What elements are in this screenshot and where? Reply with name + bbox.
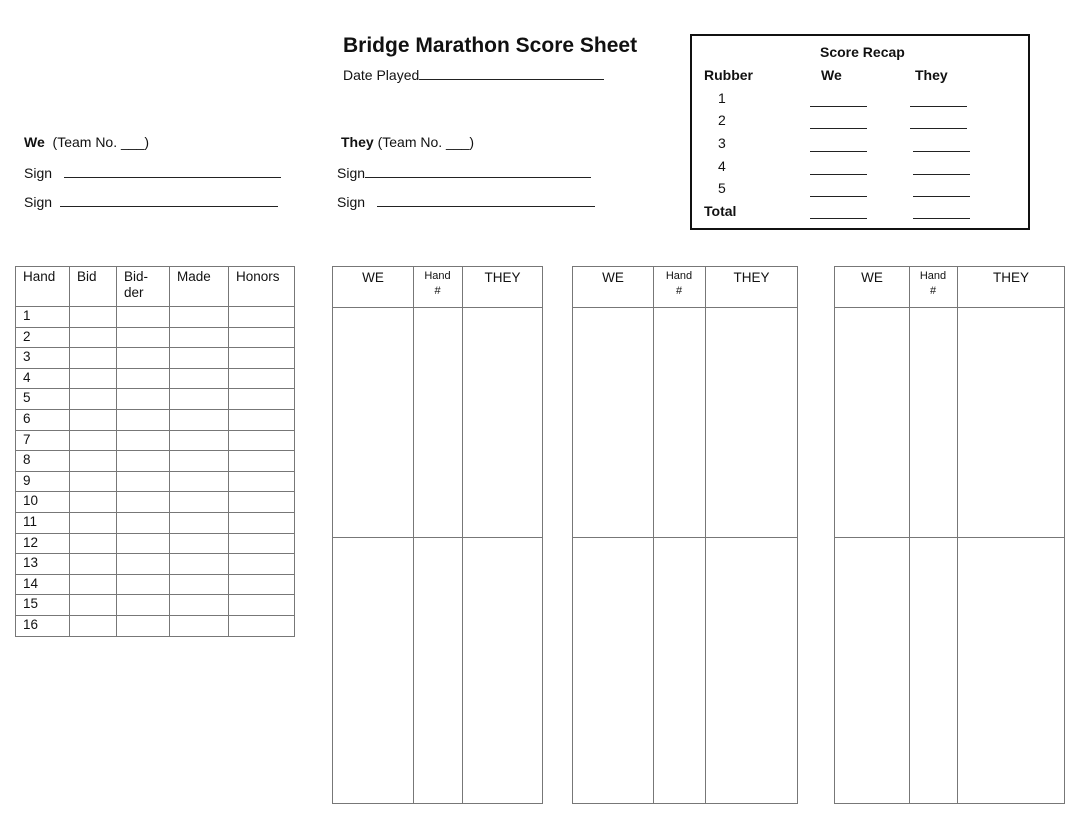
honors-cell[interactable] bbox=[229, 430, 295, 451]
honors-cell[interactable] bbox=[229, 554, 295, 575]
sign-label: Sign bbox=[337, 165, 366, 181]
table-row bbox=[16, 307, 295, 328]
hand-number: 3 bbox=[16, 348, 70, 369]
bidder-cell[interactable] bbox=[117, 430, 170, 451]
bidder-cell[interactable] bbox=[117, 471, 170, 492]
sign-label: Sign bbox=[24, 165, 53, 181]
header-bid: Bid bbox=[70, 267, 117, 307]
table-row bbox=[16, 595, 295, 616]
table-row bbox=[16, 492, 295, 513]
bidder-cell[interactable] bbox=[117, 574, 170, 595]
score-grid-1 bbox=[332, 266, 543, 804]
recap-they-4-field[interactable] bbox=[913, 174, 970, 175]
we-team-row bbox=[24, 134, 149, 150]
made-cell[interactable] bbox=[170, 368, 229, 389]
recap-they-5-field[interactable] bbox=[913, 196, 970, 197]
we-team-label: We bbox=[24, 134, 45, 150]
made-cell[interactable] bbox=[170, 595, 229, 616]
score-grid-2 bbox=[572, 266, 798, 804]
recap-we-1-field[interactable] bbox=[810, 106, 867, 107]
recap-col-they: They bbox=[915, 67, 948, 83]
bid-cell[interactable] bbox=[70, 348, 117, 369]
bid-cell[interactable] bbox=[70, 327, 117, 348]
bid-cell[interactable] bbox=[70, 554, 117, 575]
header-bidder: Bid- der bbox=[117, 267, 170, 307]
date-played-label: Date Played bbox=[343, 67, 420, 83]
bid-cell[interactable] bbox=[70, 389, 117, 410]
made-cell[interactable] bbox=[170, 471, 229, 492]
honors-cell[interactable] bbox=[229, 307, 295, 328]
honors-cell[interactable] bbox=[229, 389, 295, 410]
header-hand: Hand bbox=[16, 267, 70, 307]
recap-they-2-field[interactable] bbox=[910, 128, 967, 129]
made-cell[interactable] bbox=[170, 574, 229, 595]
recap-rubber-1: 1 bbox=[718, 90, 726, 106]
date-played-row bbox=[343, 66, 604, 83]
bidder-cell[interactable] bbox=[117, 389, 170, 410]
grid-2-they-header: THEY bbox=[733, 270, 770, 285]
score-recap-box bbox=[690, 34, 1030, 230]
table-row bbox=[16, 430, 295, 451]
honors-cell[interactable] bbox=[229, 368, 295, 389]
grid-3-we-header: WE bbox=[861, 270, 883, 285]
recap-rubber-5: 5 bbox=[718, 180, 726, 196]
honors-cell[interactable] bbox=[229, 451, 295, 472]
hand-number: 13 bbox=[16, 554, 70, 575]
header-made: Made bbox=[170, 267, 229, 307]
table-row bbox=[16, 389, 295, 410]
honors-cell[interactable] bbox=[229, 409, 295, 430]
recap-we-5-field[interactable] bbox=[810, 196, 867, 197]
grid-2-we-header: WE bbox=[602, 270, 624, 285]
hand-number: 6 bbox=[16, 409, 70, 430]
we-team-number: (Team No. ___) bbox=[52, 134, 150, 150]
hand-number: 16 bbox=[16, 615, 70, 636]
hand-number: 7 bbox=[16, 430, 70, 451]
hand-number: 8 bbox=[16, 451, 70, 472]
recap-we-total-field[interactable] bbox=[810, 218, 867, 219]
made-cell[interactable] bbox=[170, 451, 229, 472]
hand-number: 1 bbox=[16, 307, 70, 328]
hand-number: 15 bbox=[16, 595, 70, 616]
recap-title: Score Recap bbox=[820, 44, 905, 60]
bid-cell[interactable] bbox=[70, 492, 117, 513]
bidder-cell[interactable] bbox=[117, 327, 170, 348]
hands-table bbox=[15, 266, 295, 637]
grid-2-hand-header: Hand # bbox=[665, 270, 693, 297]
bid-cell[interactable] bbox=[70, 451, 117, 472]
made-cell[interactable] bbox=[170, 409, 229, 430]
table-row bbox=[16, 554, 295, 575]
honors-cell[interactable] bbox=[229, 492, 295, 513]
recap-col-we: We bbox=[821, 67, 842, 83]
grid-1-they-header: THEY bbox=[484, 270, 521, 285]
table-row bbox=[16, 348, 295, 369]
bid-cell[interactable] bbox=[70, 533, 117, 554]
made-cell[interactable] bbox=[170, 430, 229, 451]
recap-rubber-3: 3 bbox=[718, 135, 726, 151]
made-cell[interactable] bbox=[170, 512, 229, 533]
they-sign-row-2 bbox=[337, 193, 595, 210]
bid-cell[interactable] bbox=[70, 512, 117, 533]
recap-col-rubber: Rubber bbox=[704, 67, 753, 83]
made-cell[interactable] bbox=[170, 615, 229, 636]
honors-cell[interactable] bbox=[229, 512, 295, 533]
table-row bbox=[16, 327, 295, 348]
made-cell[interactable] bbox=[170, 327, 229, 348]
they-team-label: They bbox=[341, 134, 374, 150]
bid-cell[interactable] bbox=[70, 574, 117, 595]
table-row bbox=[16, 409, 295, 430]
bidder-cell[interactable] bbox=[117, 615, 170, 636]
hand-number: 9 bbox=[16, 471, 70, 492]
made-cell[interactable] bbox=[170, 389, 229, 410]
date-played-field[interactable] bbox=[419, 66, 604, 80]
hand-number: 4 bbox=[16, 368, 70, 389]
recap-we-4-field[interactable] bbox=[810, 174, 867, 175]
recap-they-3-field[interactable] bbox=[913, 151, 970, 152]
table-row bbox=[16, 615, 295, 636]
bidder-cell[interactable] bbox=[117, 492, 170, 513]
they-sign-field-1[interactable] bbox=[365, 164, 591, 178]
sign-label: Sign bbox=[24, 194, 53, 210]
score-grid-3 bbox=[834, 266, 1065, 804]
made-cell[interactable] bbox=[170, 554, 229, 575]
hand-number: 12 bbox=[16, 533, 70, 554]
table-row bbox=[16, 451, 295, 472]
we-sign-row-2 bbox=[24, 193, 278, 210]
recap-they-1-field[interactable] bbox=[910, 106, 967, 107]
made-cell[interactable] bbox=[170, 533, 229, 554]
grid-3-hand-header: Hand # bbox=[919, 270, 947, 297]
header-honors: Honors bbox=[229, 267, 295, 307]
they-team-number: (Team No. ___) bbox=[377, 134, 475, 150]
they-team-row bbox=[341, 134, 474, 150]
hand-number: 5 bbox=[16, 389, 70, 410]
bidder-cell[interactable] bbox=[117, 307, 170, 328]
grid-3-they-header: THEY bbox=[992, 270, 1029, 285]
table-row bbox=[16, 368, 295, 389]
table-row bbox=[16, 574, 295, 595]
hands-table-header bbox=[16, 267, 295, 307]
bidder-cell[interactable] bbox=[117, 533, 170, 554]
bid-cell[interactable] bbox=[70, 430, 117, 451]
table-row bbox=[16, 471, 295, 492]
hand-number: 2 bbox=[16, 327, 70, 348]
page-title: Bridge Marathon Score Sheet bbox=[343, 34, 638, 57]
they-sign-row-1 bbox=[337, 164, 591, 181]
bidder-cell[interactable] bbox=[117, 451, 170, 472]
honors-cell[interactable] bbox=[229, 574, 295, 595]
bidder-cell[interactable] bbox=[117, 409, 170, 430]
hand-number: 14 bbox=[16, 574, 70, 595]
recap-rubber-4: 4 bbox=[718, 158, 726, 174]
sign-label: Sign bbox=[337, 194, 366, 210]
made-cell[interactable] bbox=[170, 492, 229, 513]
recap-we-2-field[interactable] bbox=[810, 128, 867, 129]
honors-cell[interactable] bbox=[229, 595, 295, 616]
bid-cell[interactable] bbox=[70, 307, 117, 328]
honors-cell[interactable] bbox=[229, 615, 295, 636]
table-row bbox=[16, 533, 295, 554]
bidder-cell[interactable] bbox=[117, 512, 170, 533]
honors-cell[interactable] bbox=[229, 348, 295, 369]
bidder-cell[interactable] bbox=[117, 595, 170, 616]
bidder-cell[interactable] bbox=[117, 554, 170, 575]
grid-1-hand-header: Hand # bbox=[424, 270, 451, 297]
bidder-cell[interactable] bbox=[117, 348, 170, 369]
bid-cell[interactable] bbox=[70, 471, 117, 492]
we-sign-field-1[interactable] bbox=[64, 164, 281, 178]
honors-cell[interactable] bbox=[229, 327, 295, 348]
we-sign-field-2[interactable] bbox=[60, 193, 278, 207]
bid-cell[interactable] bbox=[70, 615, 117, 636]
bid-cell[interactable] bbox=[70, 595, 117, 616]
table-row bbox=[16, 512, 295, 533]
we-sign-row-1 bbox=[24, 164, 281, 181]
recap-total-label: Total bbox=[704, 203, 737, 219]
honors-cell[interactable] bbox=[229, 471, 295, 492]
recap-rubber-2: 2 bbox=[718, 112, 726, 128]
made-cell[interactable] bbox=[170, 307, 229, 328]
grid-1-we-header: WE bbox=[362, 270, 384, 285]
recap-they-total-field[interactable] bbox=[913, 218, 970, 219]
made-cell[interactable] bbox=[170, 348, 229, 369]
honors-cell[interactable] bbox=[229, 533, 295, 554]
bid-cell[interactable] bbox=[70, 368, 117, 389]
bidder-cell[interactable] bbox=[117, 368, 170, 389]
bid-cell[interactable] bbox=[70, 409, 117, 430]
recap-we-3-field[interactable] bbox=[810, 151, 867, 152]
hand-number: 10 bbox=[16, 492, 70, 513]
hand-number: 11 bbox=[16, 512, 70, 533]
they-sign-field-2[interactable] bbox=[377, 193, 595, 207]
